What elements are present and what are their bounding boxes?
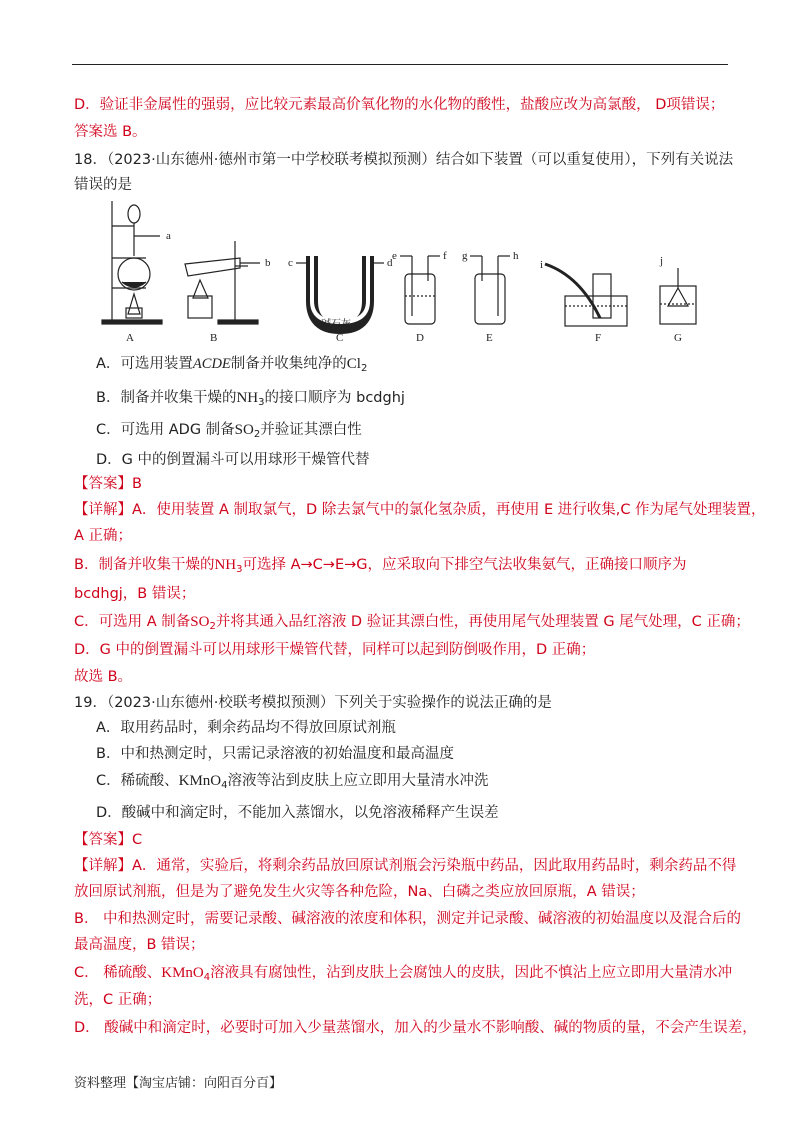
q19-answer: 【答案】C [74, 832, 143, 848]
port-e: e [392, 250, 397, 262]
port-i: i [540, 259, 544, 271]
q19-detail-b-cont: 最高温度，B 错误； [74, 937, 205, 953]
q19-option-c: C．稀硫酸、KMnO$_4$溶液等沾到皮肤上应立即用大量清水冲洗 [96, 773, 489, 791]
q18-detail-b-cont: bcdhgj，B 错误； [74, 586, 196, 602]
apparatus-b-tube [185, 258, 240, 276]
q18-detail-d: D．G 中的倒置漏斗可以用球形干燥管代替，同样可以起到防倒吸作用，D 正确； [74, 642, 596, 658]
apparatus-g-beaker [660, 286, 696, 324]
q19-detail-c: C． 稀硫酸、KMnO$_4$溶液具有腐蚀性，沾到皮肤上会腐蚀人的皮肤，因此不慎沾上应立即用大量清水冲 [74, 965, 733, 983]
q19-option-d: D．酸碱中和滴定时，不能加入蒸馏水，以免溶液稀释产生误差 [96, 805, 499, 821]
apparatus-a-base [102, 320, 162, 324]
q19-detail-a: 【详解】A．通常，实验后，将剩余药品放回原试剂瓶会污染瓶中药品，因此取用药品时，剩余药品不得 [74, 858, 737, 874]
port-a: a [166, 230, 171, 242]
apparatus-d-bottle [405, 274, 435, 324]
port-b: b [265, 257, 271, 269]
q18-detail-c: C．可选用 A 制备$SO_2$并将其通入品红溶液 D 验证其漂白性，再使用尾气处理装置 G 尾气处理，C 正确； [74, 614, 750, 632]
q18-stem-cont: 错误的是 [74, 177, 132, 193]
q18-conclusion: 故选 B。 [74, 669, 133, 685]
footer-source: 资料整理【淘宝店铺：向阳百分百】 [74, 1076, 283, 1091]
apparatus-a-burner [128, 294, 140, 314]
port-c: c [288, 257, 293, 269]
q19-detail-b: B． 中和热测定时，需要记录酸、碱溶液的浓度和体积，测定并记录酸、碱溶液的初始温度以及混合后的 [74, 911, 742, 927]
q18-detail-a-cont: A 正确； [74, 528, 133, 544]
label-d: D [416, 332, 424, 344]
header-rule [72, 64, 728, 65]
port-j: j [660, 255, 664, 267]
q18-detail-b: B．制备并收集干燥的$NH_3$可选择 A→C→E→G，应采取向下排空气法收集氨气，正确接口顺序为 [74, 557, 687, 575]
apparatus-figure [100, 196, 700, 346]
label-g: G [674, 332, 682, 344]
prev-answer-conclusion: 答案选 B。 [74, 124, 147, 140]
port-d: d [387, 257, 393, 269]
q18-detail-a: 【详解】A．使用装置 A 制取氯气，D 除去氯气中的氯化氢杂质，再使用 E 进行收集,C 作为尾气处理装置， [74, 502, 766, 518]
q18-option-c: C．可选用 ADG 制备$SO_2$并验证其漂白性 [96, 422, 362, 440]
q19-option-a: A．取用药品时，剩余药品均不得放回原试剂瓶 [96, 720, 396, 736]
q19-detail-a-cont: 放回原试剂瓶，但是为了避免发生火灾等各种危险，Na、白磷之类应放回原瓶，A 错误； [74, 884, 645, 900]
label-f: F [595, 332, 602, 344]
q19-detail-d: D． 酸碱中和滴定时，必要时可加入少量蒸馏水，加入的少量水不影响酸、碱的物质的量，不会产生误差， [74, 1020, 757, 1036]
label-a: A [126, 332, 134, 344]
q18-option-a: A．可选用装置ACDE制备并收集纯净的$Cl_2$ [96, 356, 368, 374]
label-e: E [486, 332, 493, 344]
q18-answer: 【答案】B [74, 476, 142, 492]
apparatus-g-funnel [668, 268, 688, 306]
apparatus-a-funnel [128, 205, 140, 223]
port-f: f [443, 250, 447, 262]
port-g: g [462, 250, 468, 262]
q18-option-d: D．G 中的倒置漏斗可以用球形干燥管代替 [96, 452, 370, 468]
q18-option-b: B．制备并收集干燥的$NH_3$的接口顺序为 bcdghj [96, 390, 405, 408]
prev-answer-line: D．验证非金属性的强弱，应比较元素最高价氧化物的水化物的酸性，盐酸应改为高氯酸， D项错误； [74, 97, 725, 113]
q18-stem: 18．（2023·山东德州·德州市第一中学校联考模拟预测）结合如下装置（可以重复使用），下列有关说法 [74, 152, 734, 168]
q19-detail-c-cont: 洗，C 正确； [74, 992, 162, 1008]
q19-option-b: B．中和热测定时，只需记录溶液的初始温度和最高温度 [96, 746, 454, 762]
port-h: h [513, 250, 519, 262]
apparatus-c-text: 碱石灰 [321, 319, 351, 330]
apparatus-b-burner [193, 280, 208, 298]
label-b: B [210, 332, 218, 344]
label-c: C [336, 332, 344, 344]
q19-stem: 19．（2023·山东德州·校联考模拟预测）下列关于实验操作的说法正确的是 [74, 695, 552, 711]
apparatus-e-bottle [475, 274, 505, 324]
